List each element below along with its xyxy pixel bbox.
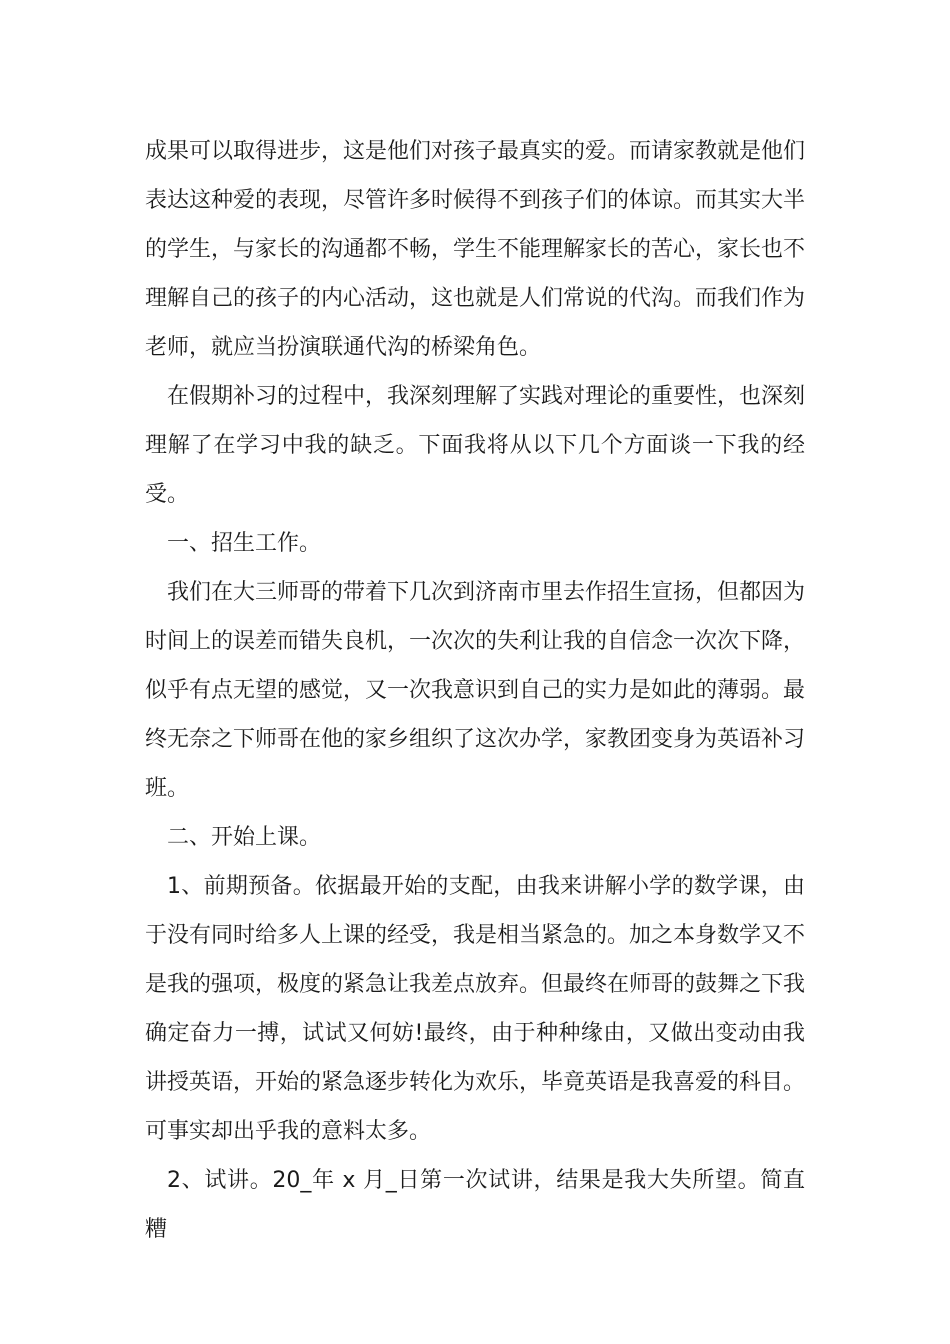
- section-heading-classes: 二、开始上课。: [167, 825, 322, 850]
- paragraph-preparation: 1、前期预备。依据最开始的支配，由我来讲解小学的数学课，由于没有同时给多人上课的经受，我是相当紧急的。加之本身数学又不是我的强项，极度的紧急让我差点放弃。但最终在师哥的鼓舞之下我确定奋力一搏，试试又何妨!最终，由于种种缘由，又做出变动由我讲授英语，开始的紧急逐步转化为欢乐，毕竟英语是我喜爱的科目。可事实却出乎我的意料太多。: [145, 874, 806, 1144]
- paragraph-trial-lecture: 2、试讲。20_年 x 月_日第一次试讲，结果是我大失所望。简直糟: [145, 1168, 805, 1242]
- document-body: [145, 127, 805, 1254]
- paragraph-recruitment: 我们在大三师哥的带着下几次到济南市里去作招生宣扬，但都因为时间上的误差而错失良机，一次次的失利让我的自信念一次次下降，似乎有点无望的感觉，又一次我意识到自己的实力是如此的薄弱。最终无奈之下师哥在他的家乡组织了这次办学，家教团变身为英语补习班。: [145, 580, 806, 801]
- paragraph-continuation: 成果可以取得进步，这是他们对孩子最真实的爱。而请家教就是他们表达这种爱的表现，尽管许多时候得不到孩子们的体谅。而其实大半的学生，与家长的沟通都不畅，学生不能理解家长的苦心，家长也不理解自己的孩子的内心活动，这也就是人们常说的代沟。而我们作为老师，就应当扮演联通代沟的桥梁角色。: [145, 139, 806, 360]
- section-heading-recruitment: 一、招生工作。: [167, 531, 322, 556]
- paragraph-practice-reflection: 在假期补习的过程中，我深刻理解了实践对理论的重要性，也深刻理解了在学习中我的缺乏。下面我将从以下几个方面谈一下我的经受。: [145, 384, 806, 507]
